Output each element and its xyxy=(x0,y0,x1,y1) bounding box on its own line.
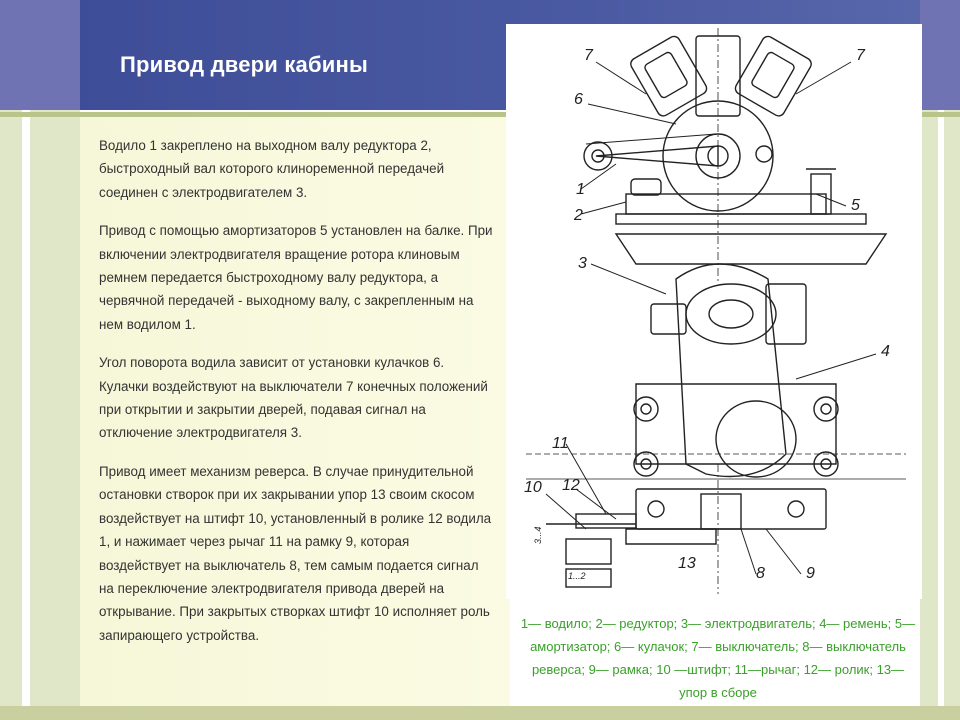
callout-9: 9 xyxy=(806,565,815,582)
callout-7b: 7 xyxy=(856,47,865,64)
dim-label-1-2: 1...2 xyxy=(568,571,586,581)
figure-caption: 1— водило; 2— редуктор; 3— электродвигатель; 4— ремень; 5— амортизатор; 6— кулачок; 7— выключатель; 8— выключатель реверса; 9— рамка; 10 —штифт; 11—рычаг; 12— ролик; 13— упор в сборе xyxy=(520,616,916,700)
callout-3: 3 xyxy=(578,255,587,272)
slide-title: Привод двери кабины xyxy=(120,52,368,77)
footer-band xyxy=(0,706,960,720)
paragraph-1: Водило 1 закреплено на выходном валу редуктора 2, быстроходный вал которого клиноременной передачей соединен с электродвигателем 3. xyxy=(99,138,445,200)
paragraph-3: Угол поворота водила зависит от установки кулачков 6. Кулачки воздействуют на выключатели 7 конечных положений при открытии и закрытии дверей, подавая сигнал на отключение электродвигателя 3. xyxy=(99,355,488,441)
callout-4: 4 xyxy=(881,343,890,360)
motor-assembly xyxy=(526,264,906,479)
callout-11: 11 xyxy=(552,435,569,452)
callout-1: 1 xyxy=(576,181,585,198)
callout-12: 12 xyxy=(562,477,580,494)
callout-5: 5 xyxy=(851,197,860,214)
callout-7a: 7 xyxy=(584,47,593,64)
callout-labels xyxy=(524,47,890,582)
callout-2: 2 xyxy=(574,207,583,224)
callout-6: 6 xyxy=(574,91,583,108)
dim-label-3-4: 3...4 xyxy=(533,526,543,544)
paragraph-4: Привод имеет механизм реверса. В случае принудительной остановки створок при их закрывании упор 13 своим скосом воздействует на штифт 10, установленный в ролике 12 водила 1, и нажимает через рычаг 11 на рамку 9, которая воздействует на выключатель 8, тем самым подается сигнал на переключение электродвигателя привода дверей на открывание. При закрытых створках штифт 10 исполняет роль запирающего устройства. xyxy=(99,463,492,643)
callout-10: 10 xyxy=(524,479,542,496)
callout-8: 8 xyxy=(756,565,765,582)
paragraph-2: Привод с помощью амортизаторов 5 установлен на балке. При включении электродвигателя вращение ротора клиновым ремнем передается быстроходному валу редуктора, а червячной передачей - выходному валу, с закрепленным на нем водилом 1. xyxy=(99,223,493,332)
callout-13: 13 xyxy=(678,555,696,572)
body-text xyxy=(99,134,494,662)
technical-drawing xyxy=(506,24,922,599)
upper-switch-assembly xyxy=(584,28,886,284)
